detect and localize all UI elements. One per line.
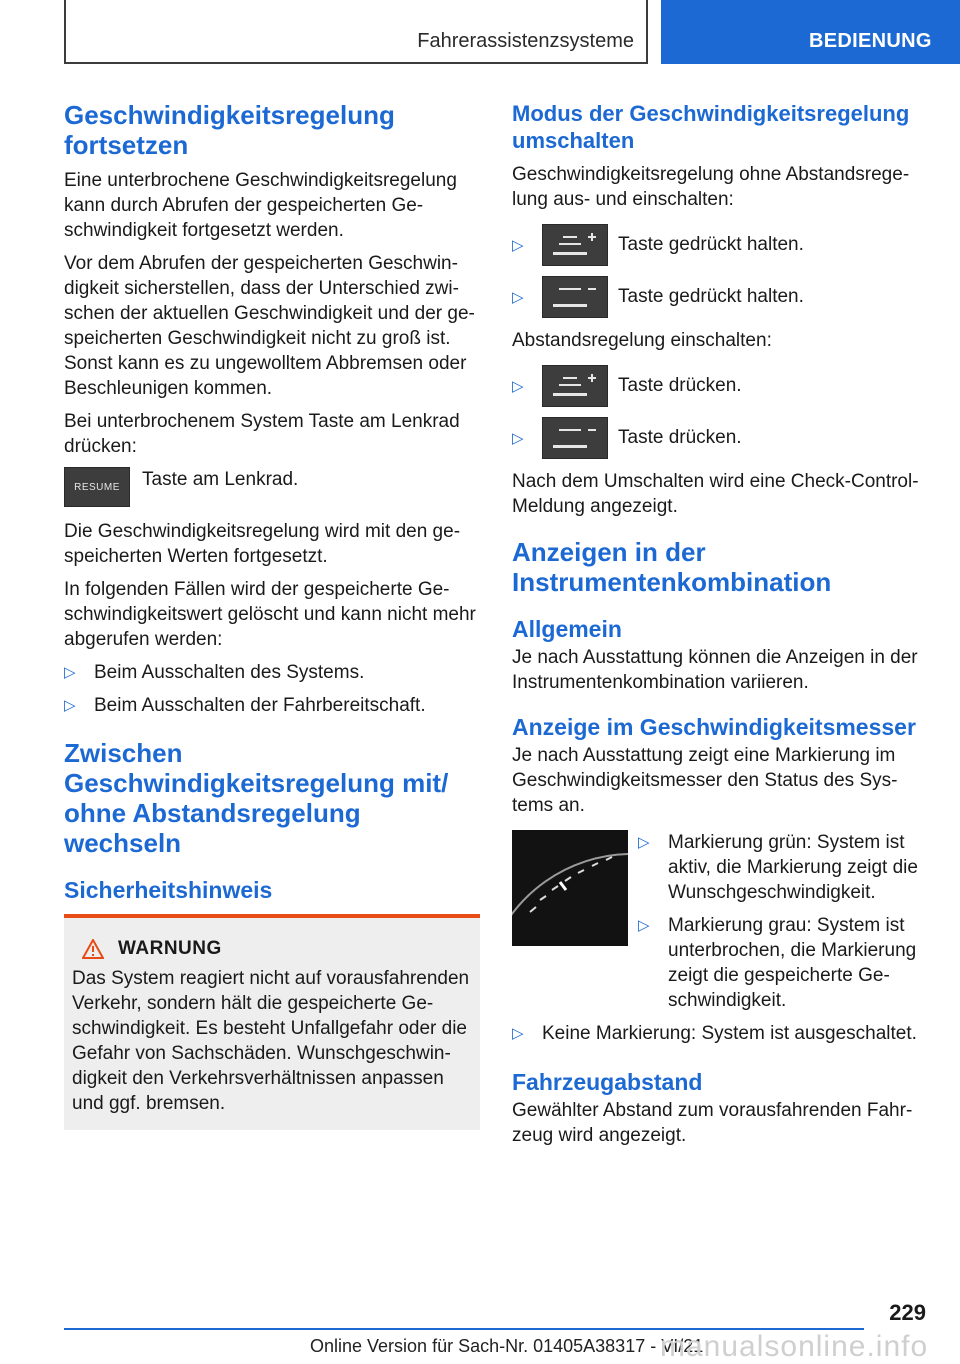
paragraph-resume-1: Eine unterbrochene Geschwindigkeitsregelung kann durch Abrufen der gespeicherten Ge-schwindigkeit fortgesetzt werden.: [64, 170, 457, 241]
heading-resume: Geschwindigkeitsregelung fortsetzen: [64, 100, 395, 160]
paragraph-speedometer: Je nach Ausstattung zeigt eine Markierung im Geschwindigkeitsmesser den Status des Sys-tems an.: [512, 745, 898, 816]
bullet-triangle-icon: ▷: [512, 430, 524, 447]
bullet-triangle-icon: ▷: [638, 917, 650, 934]
bullet-triangle-icon: ▷: [512, 289, 524, 306]
paragraph-check-control: Nach dem Umschalten wird eine Check-Control-Meldung angezeigt.: [512, 471, 919, 517]
distance-minus-key-icon: [542, 276, 608, 318]
paragraph-resume-3: Bei unterbrochenem System Taste am Lenkrad drücken:: [64, 411, 460, 457]
paragraph-resume-5: In folgenden Fällen wird der gespeicherte Ge-schwindigkeitswert gelöscht und kann nicht mehr abgerufen werden:: [64, 579, 476, 650]
heading-safety: Sicherheitshinweis: [64, 877, 273, 903]
page-number: 229: [889, 1300, 926, 1325]
bullet-triangle-icon: ▷: [512, 237, 524, 254]
warning-icon: [82, 939, 104, 959]
bullet-triangle-icon: ▷: [512, 1025, 524, 1042]
list-item: ▷ Keine Markierung: System ist ausgeschaltet.: [512, 1023, 917, 1044]
header-section-box: [64, 0, 648, 64]
warning-text: Das System reagiert nicht auf vorausfahrenden Verkehr, sondern hält die gespeicherte Ge-schwindigkeit. Es besteht Unfallgefahr oder die Gefahr von Sachschäden. Wunschgeschwin-digkeit den Verkehrsverhältnissen anpassen und ggf. bremsen.: [72, 968, 470, 1114]
header-chapter-tab: [661, 0, 960, 64]
key-row: ▷ Taste gedrückt halten.: [512, 276, 928, 318]
header-section-title: Fahrerassistenzsysteme: [417, 30, 634, 52]
warning-box: [64, 914, 480, 1130]
key-row: ▷ Taste gedrückt halten.: [512, 224, 928, 266]
distance-plus-key-icon: [542, 365, 608, 407]
right-column: [512, 100, 928, 1156]
list-item: ▷ Beim Ausschalten des Systems.: [64, 662, 365, 683]
warning-title: WARNUNG: [118, 938, 222, 959]
key-row: ▷ Taste drücken.: [512, 365, 928, 407]
list-item: ▷ Beim Ausschalten der Fahrbereitschaft.: [64, 695, 426, 716]
warning-header: [72, 938, 470, 960]
resume-key-icon: RESUME: [64, 467, 130, 507]
watermark: manualsonline.info: [660, 1330, 929, 1363]
resume-key-row: [64, 467, 480, 507]
bullet-triangle-icon: ▷: [638, 834, 650, 851]
paragraph-distance: Gewählter Abstand zum vorausfahrenden Fahr-zeug wird angezeigt.: [512, 1100, 913, 1146]
distance-plus-key-icon: [542, 224, 608, 266]
list-item: ▷ Markierung grün: System ist aktiv, die Markierung zeigt die Wunschgeschwindigkeit.: [638, 832, 918, 903]
header-tab-label: BEDIENUNG: [809, 30, 932, 52]
heading-switch: Zwischen Geschwindigkeitsregelung mit/ ohne Abstandsregelung wechseln: [64, 738, 449, 858]
bullet-triangle-icon: ▷: [64, 664, 76, 681]
bullet-triangle-icon: ▷: [64, 697, 76, 714]
paragraph-mode-on: Abstandsregelung einschalten:: [512, 330, 772, 351]
speedometer-block: [512, 830, 928, 1021]
bullet-triangle-icon: ▷: [512, 378, 524, 395]
paragraph-mode-off: Geschwindigkeitsregelung ohne Abstandsrege-lung aus- und einschalten:: [512, 164, 910, 210]
paragraph-resume-2: Vor dem Abrufen der gespeicherten Geschwin-digkeit sicherstellen, dass der Unterschied zwi-schen der aktuellen Geschwindigkeit und der ge-speicherten Geschwindigkeit nicht zu groß ist. Sonst kann es zu ungewolltem Abbremsen oder Beschleunigen kommen.: [64, 253, 475, 399]
heading-speedometer: Anzeige im Geschwindigkeitsmesser: [512, 714, 916, 740]
heading-general: Allgemein: [512, 616, 622, 642]
footer-online-version: Online Version für Sach-Nr. 01405A38317 - VI/21: [310, 1336, 704, 1356]
heading-display: Anzeigen in der Instrumentenkombination: [512, 537, 832, 597]
resume-key-text: Taste am Lenkrad.: [142, 469, 299, 490]
paragraph-resume-4: Die Geschwindigkeitsregelung wird mit den ge-speicherten Werten fortgesetzt.: [64, 521, 461, 567]
heading-distance: Fahrzeugabstand: [512, 1069, 703, 1095]
distance-minus-key-icon: [542, 417, 608, 459]
left-column: [64, 100, 480, 1130]
speedometer-marking-image: [512, 830, 628, 946]
paragraph-general: Je nach Ausstattung können die Anzeigen in der Instrumentenkombination variieren.: [512, 647, 918, 693]
key-row: ▷ Taste drücken.: [512, 417, 928, 459]
heading-mode: Modus der Geschwindigkeitsregelung umschalten: [512, 101, 910, 153]
list-item: ▷ Markierung grau: System ist unterbrochen, die Markierung zeigt die gespeicherte Ge-schwindigkeit.: [638, 915, 917, 1011]
speedometer-bullets: [638, 830, 928, 1021]
